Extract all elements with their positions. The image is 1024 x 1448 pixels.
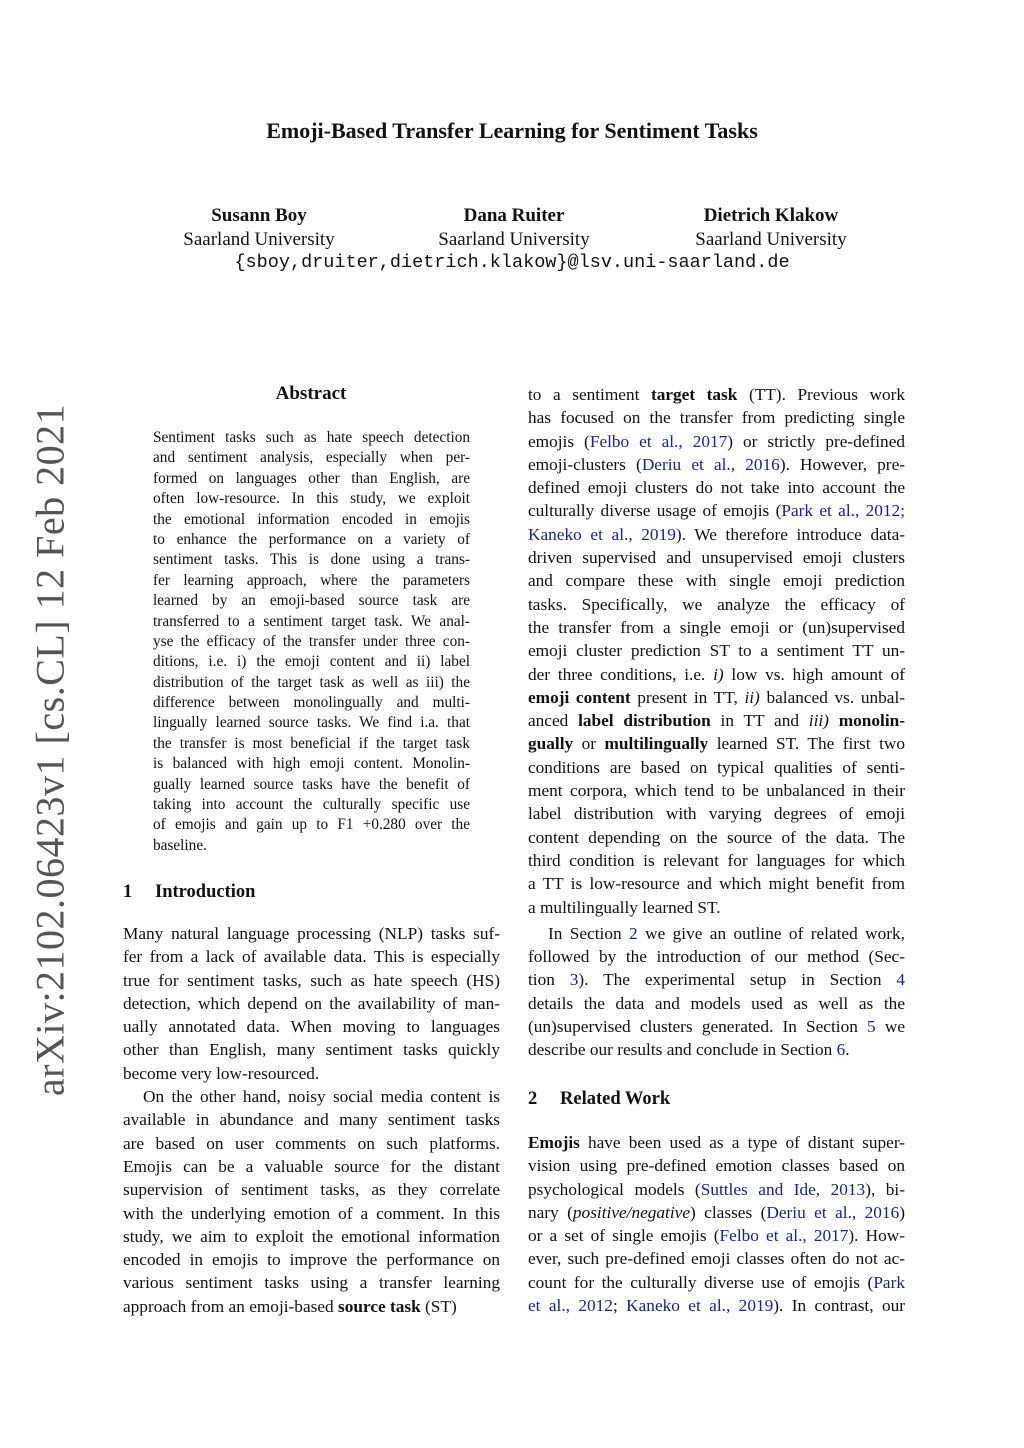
- text-line: third condition is relevant for languages for which: [528, 850, 905, 870]
- text-line: ment corpora, which tend to be unbalanced in their: [528, 781, 905, 801]
- text-line: followed by the introduction of our method (Sec-: [528, 947, 905, 967]
- citation-link[interactable]: et al., 2012: [528, 1296, 613, 1316]
- arxiv-identifier: arXiv:2102.06423v1 [cs.CL] 12 Feb 2021: [27, 403, 73, 1097]
- abstract-body: [153, 428, 470, 856]
- section-ref-link[interactable]: 4: [896, 970, 905, 990]
- text-line: detection, which depend on the availability of man-: [123, 993, 500, 1013]
- section-title: Introduction: [155, 882, 256, 902]
- author-name: Dana Ruiter: [463, 205, 565, 226]
- text-line: tasks. Specifically, we analyze the efficacy of: [528, 594, 905, 614]
- text-line: On the other hand, noisy social media content is: [143, 1087, 500, 1107]
- text-line: psychological models (Suttles and Ide, 2013), bi-: [528, 1179, 905, 1199]
- text-line: has focused on the transfer from predicting single: [528, 408, 905, 428]
- citation-link[interactable]: Kaneko et al., 2019: [528, 524, 676, 544]
- text-line: Many natural language processing (NLP) tasks suf-: [123, 924, 500, 943]
- text-line: to enhance the performance on a variety of: [153, 530, 470, 548]
- text-line: count for the culturally diverse use of emojis (Park: [528, 1272, 905, 1292]
- text-line: of emojis and gain up to F1 +0.280 over the: [153, 816, 470, 834]
- section-title: Related Work: [560, 1089, 671, 1109]
- author-emails[interactable]: {sboy,druiter,dietrich.klakow}@lsv.uni-saarland.de: [234, 252, 790, 273]
- section-ref-link[interactable]: 2: [629, 923, 638, 943]
- author-block-1: [159, 204, 359, 252]
- text-line: ually annotated data. When moving to languages: [123, 1017, 500, 1037]
- paper-title: Emoji-Based Transfer Learning for Sentiment Tasks: [266, 118, 758, 143]
- text-line: available in abundance and many sentiment tasks: [123, 1110, 500, 1130]
- text-line: gually learned source tasks have the benefit of: [153, 775, 470, 793]
- text-line: content depending on the source of the data. The: [528, 827, 905, 847]
- text-line: anced label distribution in TT and iii) monolin-: [528, 711, 905, 731]
- text-line: taking into account the culturally specific use: [153, 796, 470, 814]
- intro-paragraph-1: [123, 922, 500, 1085]
- text-line: conditions are based on typical qualities of senti-: [528, 757, 905, 777]
- abstract-heading: Abstract: [275, 383, 347, 404]
- text-line: encoded in emojis to improve the performance on: [123, 1250, 500, 1270]
- related-work-text: [528, 1131, 905, 1317]
- author-name: Dietrich Klakow: [703, 205, 839, 226]
- text-line: and sentiment analysis, especially when per-: [153, 449, 470, 467]
- text-line: ditions, i.e. i) the emoji content and ii) label: [153, 653, 470, 671]
- text-line: lingually learned source tasks. We find i.a. that: [153, 714, 470, 732]
- text-line: fer from a lack of available data. This is especially: [123, 947, 500, 967]
- section-number: 2: [528, 1089, 538, 1109]
- text-line: approach from an emoji-based source task (ST): [123, 1296, 457, 1316]
- text-line: culturally diverse usage of emojis (Park et al., 2012;: [528, 501, 905, 521]
- citation-link[interactable]: Felbo et al., 2017: [719, 1226, 849, 1246]
- text-line: formed on languages other than English, are: [153, 469, 470, 487]
- citation-link[interactable]: Park: [873, 1272, 905, 1292]
- text-line: (un)supervised clusters generated. In Section 5 we: [528, 1017, 905, 1037]
- text-line: details the data and models used as well as the: [528, 993, 905, 1013]
- text-line: true for sentiment tasks, such as hate speech (HS): [123, 970, 500, 990]
- author-affiliation: Saarland University: [438, 229, 590, 250]
- text-line: is balanced with high emoji content. Monolin-: [153, 755, 470, 773]
- text-line: emoji content present in TT, ii) balanced vs. unbal-: [528, 687, 906, 707]
- author-name: Susann Boy: [211, 205, 307, 226]
- text-line: label distribution with varying degrees of emoji: [528, 804, 905, 824]
- text-line: a TT is low-resource and which might benefit from: [528, 874, 905, 894]
- text-line: become very low-resourced.: [123, 1063, 320, 1083]
- text-line: other than English, many sentiment tasks quickly: [123, 1040, 500, 1060]
- text-line: the transfer is most beneficial if the target task: [153, 734, 470, 752]
- text-line: to a sentiment target task (TT). Previous work: [528, 385, 905, 404]
- text-line: Sentiment tasks such as hate speech detection: [153, 429, 470, 446]
- text-line: describe our results and conclude in Section 6.: [528, 1040, 850, 1060]
- text-line: nary (positive/negative) classes (Deriu et al., 2016): [528, 1202, 905, 1222]
- text-line: learned by an emoji-based source task are: [153, 592, 470, 610]
- citation-link[interactable]: Park et al., 2012;: [781, 501, 905, 521]
- text-line: study, we aim to exploit the emotional information: [123, 1226, 500, 1246]
- text-line: sentiment tasks. This is done using a trans-: [153, 551, 470, 569]
- section-1-heading: [123, 882, 255, 903]
- text-line: In Section 2 we give an outline of related work,: [548, 923, 905, 943]
- text-line: various sentiment tasks using a transfer learning: [123, 1273, 500, 1293]
- section-ref-link[interactable]: 3: [569, 970, 579, 990]
- text-line: fer learning approach, where the parameters: [153, 571, 470, 589]
- citation-link[interactable]: Deriu et al., 2016: [766, 1202, 900, 1222]
- author-affiliation: Saarland University: [183, 229, 335, 250]
- section-number: 1: [123, 882, 133, 902]
- text-line: gually or multilingually learned ST. The first two: [528, 734, 905, 754]
- author-block-3: [671, 204, 871, 252]
- text-line: Emojis can be a valuable source for the distant: [123, 1156, 500, 1176]
- citation-link[interactable]: Felbo et al., 2017: [589, 431, 728, 451]
- author-block-2: [414, 204, 614, 252]
- text-line: difference between monolingually and multi-: [153, 694, 470, 712]
- text-line: distribution of the target task as well as iii) the: [153, 673, 470, 691]
- text-line: emoji cluster prediction ST to a sentiment TT un-: [528, 641, 905, 661]
- text-line: baseline.: [153, 836, 207, 854]
- intro-paragraph-2: [123, 1085, 500, 1295]
- text-line: and compare these with single emoji prediction: [528, 571, 905, 591]
- intro-text: [123, 922, 500, 1318]
- section-2-heading: [528, 1089, 670, 1110]
- text-line: often low-resource. In this study, we exploit: [153, 490, 470, 508]
- text-line: Kaneko et al., 2019). We therefore introduce data-: [528, 524, 905, 544]
- text-line: the emotional information encoded in emojis: [153, 510, 470, 528]
- section-ref-link[interactable]: 5: [867, 1017, 876, 1037]
- text-line: with the underlying emotion of a comment. In this: [123, 1203, 500, 1223]
- text-line: der three conditions, i.e. i) low vs. high amount of: [528, 664, 905, 684]
- text-line: emoji-clusters (Deriu et al., 2016). However, pre-: [528, 454, 905, 474]
- text-line: the transfer from a single emoji or (un)supervised: [528, 617, 905, 637]
- citation-link[interactable]: Kaneko et al., 2019: [626, 1296, 774, 1316]
- text-line: driven supervised and unsupervised emoji clusters: [528, 548, 905, 568]
- text-line: et al., 2012; Kaneko et al., 2019). In contrast, our: [528, 1296, 905, 1316]
- text-line: supervision of sentiment tasks, as they correlate: [123, 1180, 500, 1200]
- text-line: a multilingually learned ST.: [528, 897, 721, 917]
- citation-link[interactable]: Deriu et al., 2016: [641, 454, 780, 474]
- text-line: ever, such pre-defined emoji classes often do not ac-: [528, 1249, 905, 1269]
- text-line: transferred to a sentiment target task. We anal-: [153, 612, 470, 630]
- citation-link[interactable]: Suttles and Ide, 2013: [700, 1179, 866, 1199]
- text-line: tion 3). The experimental setup in Section 4: [528, 970, 905, 990]
- intro-continuation: [528, 383, 905, 1062]
- text-line: yse the efficacy of the transfer under three con-: [153, 632, 470, 650]
- text-line: or a set of single emojis (Felbo et al., 2017). How-: [528, 1226, 905, 1246]
- text-line: vision using pre-defined emotion classes based on: [528, 1156, 905, 1176]
- text-line: defined emoji clusters do not take into account the: [528, 478, 905, 498]
- section-ref-link[interactable]: 6: [836, 1040, 846, 1060]
- text-line: are based on user comments on such platforms.: [123, 1133, 500, 1153]
- author-affiliation: Saarland University: [695, 229, 847, 250]
- text-line: emojis (Felbo et al., 2017) or strictly pre-defined: [528, 431, 906, 451]
- text-line: Emojis have been used as a type of distant super-: [528, 1133, 905, 1152]
